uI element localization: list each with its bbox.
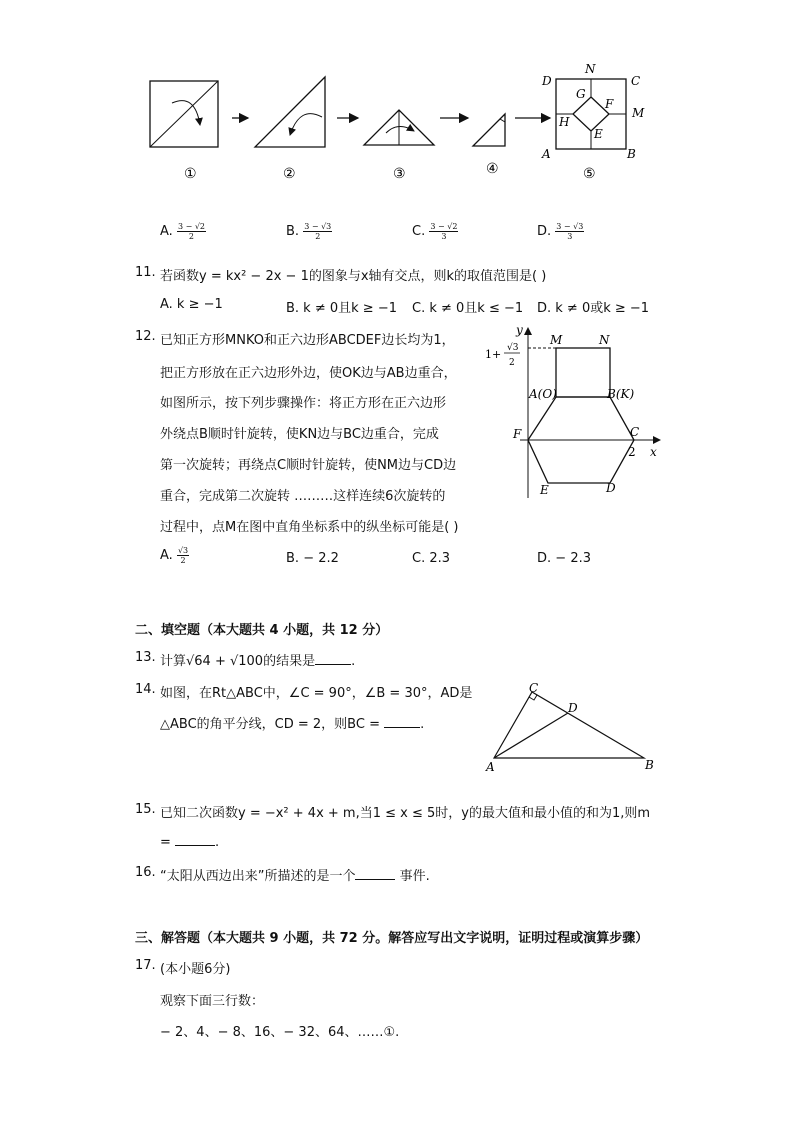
q17-points: (本小题6分) — [160, 962, 231, 977]
label-M: M — [632, 106, 645, 120]
q11-option-c[interactable]: C. k ≠ 0且k ≤ −1 — [412, 301, 524, 316]
q10-c-fraction: $\frac{3 - √2}{3}$ — [430, 222, 458, 241]
q12-line-5: 第一次旋转；再绕点C顺时针旋转，使NM边与CD边 — [160, 458, 457, 473]
label-BK: B(K) — [607, 387, 635, 401]
label-N: N — [599, 333, 610, 347]
q16-answer-blank[interactable] — [355, 867, 395, 880]
label-N: N — [585, 62, 596, 76]
label-AO: A(O) — [529, 387, 557, 401]
q12-line-4: 外绕点B顺时针旋转，使KN边与BC边重合，完成 — [160, 427, 439, 442]
label-E: E — [540, 483, 549, 497]
q11-stem: 若函数y = kx² − 2x − 1的图象与x轴有交点，则k的取值范围是( ) — [160, 269, 547, 284]
q10-d-fraction: $\frac{3 - √3}{3}$ — [556, 222, 584, 241]
q12-option-c[interactable]: C. 2.3 — [412, 551, 451, 566]
fold-step-5 — [541, 62, 645, 161]
q14-line-2: △ABC的角平分线，CD = 2，则BC = . — [160, 717, 425, 732]
q14-line-1: 如图，在Rt△ABC中，∠C = 90°，∠B = 30°，AD是 — [160, 686, 473, 701]
q12-a-fraction: $\frac{√3}{2}$ — [177, 546, 189, 565]
q14-triangle-figure — [482, 680, 662, 775]
fold-step-3 — [364, 110, 434, 145]
q12-hexagon-figure — [482, 322, 672, 502]
q15-number: 15. — [135, 802, 156, 817]
q10-option-b[interactable] — [286, 222, 332, 241]
q12-option-b[interactable]: B. − 2.2 — [286, 551, 339, 566]
q10-option-c[interactable] — [412, 222, 458, 241]
q12-option-d[interactable]: D. − 2.3 — [537, 551, 591, 566]
y-tick-den: 2 — [509, 358, 515, 368]
q10-b-fraction: $\frac{3 - √3}{2}$ — [304, 222, 332, 241]
q13-text: 计算√64 + √100的结果是 . — [160, 654, 356, 669]
x-tick-2: 2 — [628, 445, 636, 459]
q11-option-d[interactable]: D. k ≠ 0或k ≥ −1 — [537, 301, 650, 316]
q16-text: “太阳从西边出来”所描述的是一个 事件. — [160, 869, 430, 884]
q11-option-b[interactable]: B. k ≠ 0且k ≥ −1 — [286, 301, 397, 316]
step-label-5: ⑤ — [583, 166, 596, 182]
q10-option-a[interactable] — [160, 222, 206, 241]
label-B: B — [645, 758, 654, 772]
label-C: C — [630, 425, 640, 439]
label-D: D — [542, 74, 552, 88]
label-H: H — [559, 115, 570, 129]
y-axis-label: y — [516, 323, 523, 337]
step-label-4: ④ — [486, 161, 499, 177]
q12-number: 12. — [135, 329, 156, 344]
fold-step-1 — [150, 81, 218, 147]
q10-a-fraction: $\frac{3 - √2}{2}$ — [177, 222, 206, 241]
q10-c-letter: C. — [412, 224, 426, 239]
section-3-title: 三、解答题（本大题共 9 小题，共 72 分。解答应写出文字说明，证明过程或演算步骤） — [135, 931, 649, 946]
label-D: D — [568, 701, 578, 715]
square-MNKO — [556, 348, 610, 397]
fold-step-4 — [473, 114, 505, 146]
q13-answer-blank[interactable] — [315, 652, 351, 665]
q17-intro: 观察下面三行数： — [160, 994, 265, 1009]
q13-number: 13. — [135, 650, 156, 665]
step-label-3: ③ — [393, 166, 406, 182]
label-D: D — [606, 481, 616, 495]
folding-steps-figure — [140, 55, 660, 190]
q15-line-1: 已知二次函数y = −x² + 4x + m,当1 ≤ x ≤ 5时，y的最大值和最小值的和为1,则m — [160, 806, 651, 821]
label-E: E — [594, 127, 603, 141]
label-G: G — [576, 87, 586, 101]
q12-line-1: 已知正方形MNKO和正六边形ABCDEF边长均为1， — [160, 333, 455, 348]
q10-b-letter: B. — [286, 224, 300, 239]
q17-number: 17. — [135, 958, 156, 973]
label-A: A — [542, 147, 551, 161]
label-C: C — [631, 74, 641, 88]
q15-line-2: = . — [160, 835, 220, 850]
q12-line-3: 如图所示，按下列步骤操作：将正方形在正六边形 — [160, 396, 447, 411]
q15-answer-blank[interactable] — [175, 833, 215, 846]
q14-number: 14. — [135, 682, 156, 697]
q11-option-a[interactable]: A. k ≥ −1 — [160, 297, 223, 312]
q12-option-a[interactable]: A. $\frac{√3}{2}$ — [160, 546, 189, 565]
q10-a-letter: A. — [160, 224, 173, 239]
step-label-2: ② — [283, 166, 296, 182]
section-2-title: 二、填空题（本大题共 4 小题，共 12 分） — [135, 623, 389, 638]
label-F: F — [605, 97, 614, 111]
q10-option-d[interactable] — [537, 222, 584, 241]
q10-d-letter: D. — [537, 224, 552, 239]
q12-line-6: 重合，完成第二次旋转 ………这样连续6次旋转的 — [160, 489, 446, 504]
label-C: C — [529, 681, 539, 695]
label-B: B — [627, 147, 636, 161]
q12-line-2: 把正方形放在正六边形外边，使OK边与AB边重合， — [160, 366, 457, 381]
x-axis-label: x — [650, 445, 657, 459]
q11-number: 11. — [135, 265, 156, 280]
q16-number: 16. — [135, 865, 156, 880]
y-tick-num: √3 — [507, 343, 519, 353]
label-F: F — [513, 427, 522, 441]
fold-step-2 — [255, 77, 325, 147]
label-M: M — [550, 333, 563, 347]
q12-line-7: 过程中，点M在图中直角坐标系中的纵坐标可能是( ) — [160, 520, 459, 535]
q17-row-1: − 2、4、− 8、16、− 32、64、……①. — [160, 1025, 400, 1040]
q14-answer-blank[interactable] — [384, 715, 420, 728]
y-tick-int: 1+ — [485, 348, 502, 361]
step-label-1: ① — [184, 166, 197, 182]
label-A: A — [486, 760, 495, 774]
